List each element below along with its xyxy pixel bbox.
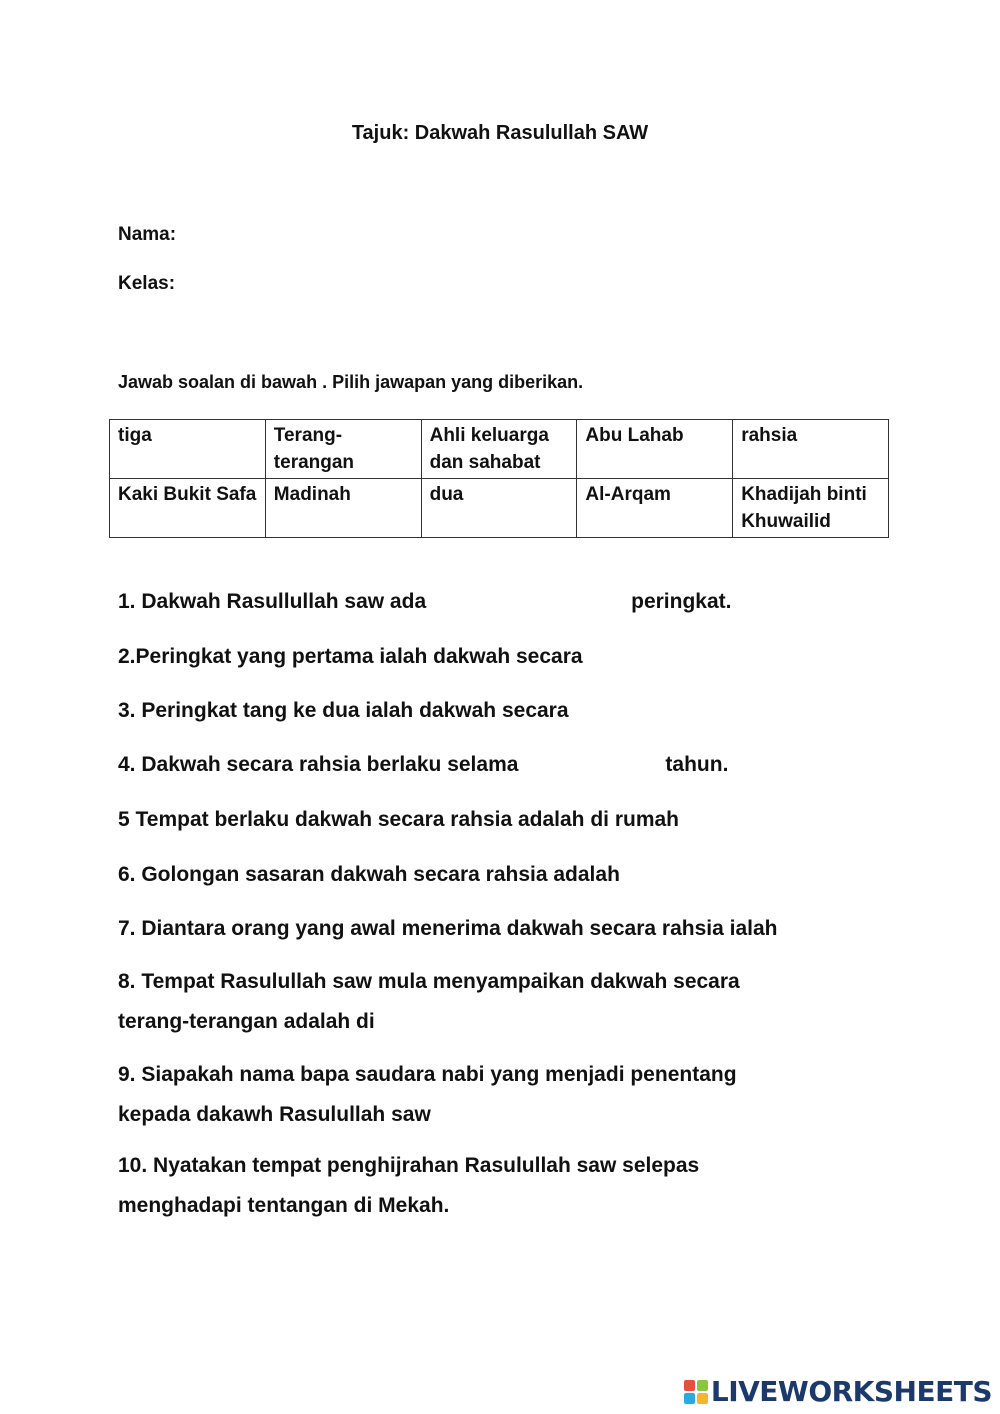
liveworksheets-logo-icon [683,1379,709,1405]
question-text: peringkat. [631,590,732,613]
nama-label: Nama: [118,224,177,245]
question-text: 4. Dakwah secara rahsia berlaku selama [118,753,519,776]
table-cell: Khadijah binti Khuwailid [733,479,889,538]
logo-square [684,1380,695,1391]
question-text: 1. Dakwah Rasullullah saw ada [118,590,427,613]
table-row [110,420,889,479]
question-text: terang-terangan adalah di [118,1010,375,1033]
table-cell: Kaki Bukit Safa [110,479,266,538]
question-4 [118,745,728,785]
logo-square [697,1393,708,1404]
question-6: 6. Golongan sasaran dakwah secara rahsia adalah [118,863,620,886]
question-9 [118,1055,737,1135]
question-2: 2.Peringkat yang pertama ialah dakwah secara [118,645,583,668]
table-cell: Ahli keluarga dan sahabat [421,420,577,479]
table-cell: dua [421,479,577,538]
liveworksheets-logo [683,1375,992,1408]
table-cell: tiga [110,420,266,479]
question-text: 8. Tempat Rasulullah saw mula menyampaikan dakwah secara [118,970,740,993]
table-cell: Al-Arqam [577,479,733,538]
table-cell: rahsia [733,420,889,479]
question-5: 5 Tempat berlaku dakwah secara rahsia adalah di rumah [118,808,680,831]
question-text: menghadapi tentangan di Mekah. [118,1194,450,1217]
logo-text: LIVEWORKSHEETS [710,1375,992,1408]
kelas-label: Kelas: [118,273,176,294]
table-cell: Madinah [265,479,421,538]
logo-square [697,1380,708,1391]
question-8 [118,962,740,1042]
instruction-text: Jawab soalan di bawah . Pilih jawapan yang diberikan. [118,372,584,392]
page-title: Tajuk: Dakwah Rasulullah SAW [351,122,649,144]
question-10 [118,1146,699,1226]
logo-square [684,1393,695,1404]
question-text: 10. Nyatakan tempat penghijrahan Rasulullah saw selepas [118,1154,700,1177]
question-text: kepada dakawh Rasulullah saw [118,1103,431,1126]
question-3: 3. Peringkat tang ke dua ialah dakwah secara [118,699,569,722]
question-text: tahun. [665,753,729,776]
table-cell: Abu Lahab [577,420,733,479]
table-cell: Terang-terangan [265,420,421,479]
question-text: 9. Siapakah nama bapa saudara nabi yang menjadi penentang [118,1063,737,1086]
table-row [110,479,889,538]
answer-choices-table [109,419,889,538]
question-1 [118,582,731,622]
question-7: 7. Diantara orang yang awal menerima dakwah secara rahsia ialah [118,917,778,940]
